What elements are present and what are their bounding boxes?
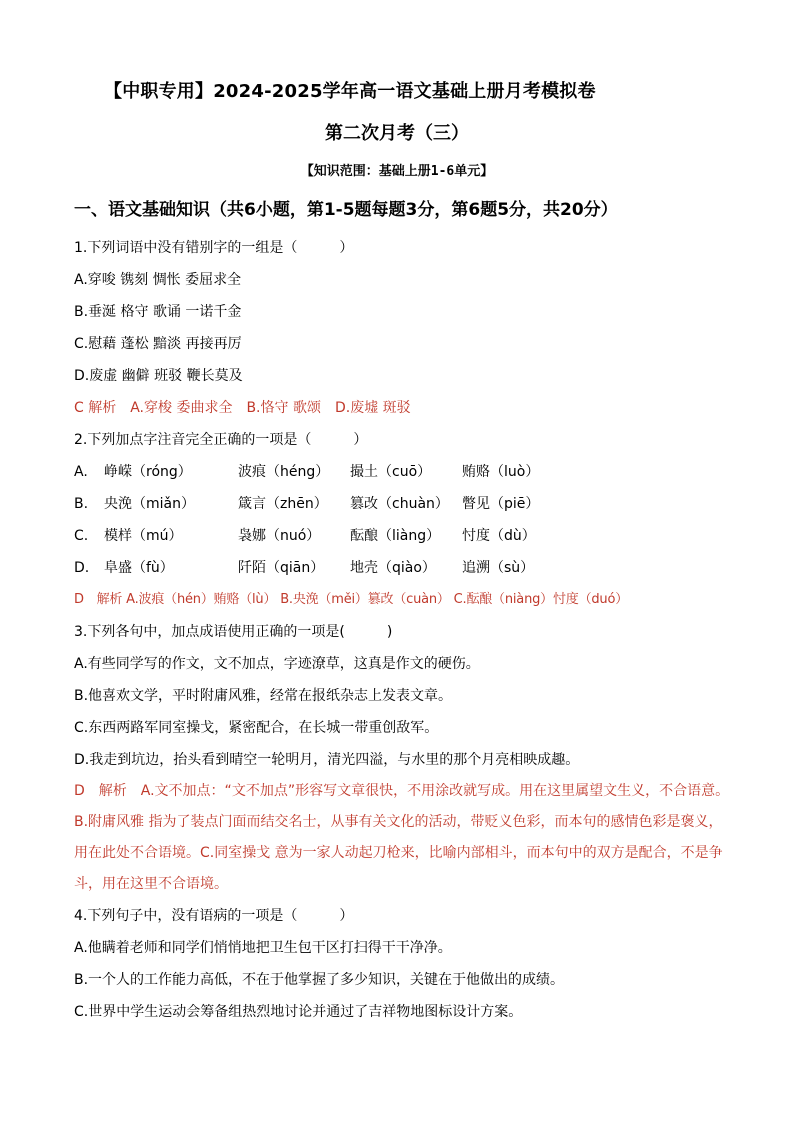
q2-stem: 2.下列加点字注音完全正确的一项是（ ） [74, 432, 368, 448]
option-item: 瞥见（piē） [462, 496, 540, 512]
q3-option-c: C.东西两路军同室操戈，紧密配合，在长城一带重创敌军。 [74, 720, 439, 736]
q1-option-c: C.慰藉 蓬松 黯淡 再接再厉 [74, 336, 242, 352]
q3-answer: D 解析 A.文不加点：“文不加点”形容写文章很快，不用涂改就写成。用在这里属望文生义，不合语意。B.附庸风雅 指为了装点门面而结交名士，从事有关文化的活动，带贬义色彩，而本句的感情色彩是褒义，用在此处不合语境。C.同室操戈 意为一家人动起刀枪来，比喻内部相斗，而本句中的双方是配合，不是争斗，用在这里不合语境。 [74, 783, 730, 892]
q3-option-b: B.他喜欢文学，平时附庸风雅，经常在报纸杂志上发表文章。 [74, 688, 453, 704]
q2-option-d [74, 552, 734, 584]
option-label: C. [74, 528, 89, 544]
option-item: 撮土（cuō） [350, 464, 432, 480]
questions-body [74, 232, 734, 1028]
q2-option-b [74, 488, 734, 520]
option-item: 贿赂（luò） [462, 464, 540, 480]
option-item: 地壳（qiào） [350, 560, 436, 576]
option-item: 阡陌（qiān） [238, 560, 325, 576]
q1-stem: 1.下列词语中没有错别字的一组是（ ） [74, 240, 354, 256]
q3-option-d: D.我走到坑边，抬头看到晴空一轮明月，清光四溢，与水里的那个月亮相映成趣。 [74, 752, 580, 768]
knowledge-scope: 【知识范围：基础上册1-6单元】 [300, 164, 494, 179]
option-item: 酝酿（liàng） [350, 528, 441, 544]
q2-option-c [74, 520, 734, 552]
q1-answer: C 解析 A.穿梭 委曲求全 B.恪守 歌颂 D.废墟 斑驳 [74, 400, 411, 416]
option-label: D. [74, 560, 90, 576]
option-item: 央浼（miǎn） [104, 496, 195, 512]
option-item: 忖度（dù） [462, 528, 536, 544]
q1-option-a: A.穿唆 镌刻 惆怅 委屈求全 [74, 272, 242, 288]
option-item: 模样（mú） [104, 528, 183, 544]
q2-answer: D 解析 A.波痕（hén）贿赂（lù） B.央浼（měi）篡改（cuàn） C.酝酿（niàng）忖度（duó） [74, 592, 629, 607]
q2-option-a [74, 456, 734, 488]
q1-option-b: B.垂涎 格守 歌诵 一诺千金 [74, 304, 242, 320]
section-heading: 一、语文基础知识（共6小题，第1-5题每题3分，第6题5分，共20分） [74, 200, 618, 220]
q3-stem: 3.下列各句中，加点成语使用正确的一项是( ) [74, 624, 393, 640]
option-item: 追溯（sù） [462, 560, 535, 576]
q1-option-d: D.废虚 幽僻 班驳 鞭长莫及 [74, 368, 243, 384]
q4-option-a: A.他瞒着老师和同学们悄悄地把卫生包干区打扫得干干净净。 [74, 940, 452, 956]
option-item: 箴言（zhēn） [238, 496, 328, 512]
option-item: 阜盛（fù） [104, 560, 174, 576]
q4-option-b: B.一个人的工作能力高低，不在于他掌握了多少知识，关键在于他做出的成绩。 [74, 972, 565, 988]
page-title: 【中职专用】2024-2025学年高一语文基础上册月考模拟卷 [104, 81, 596, 102]
page-subtitle: 第二次月考（三） [325, 123, 469, 144]
option-label: B. [74, 496, 89, 512]
q3-option-a: A.有些同学写的作文，文不加点，字迹潦草，这真是作文的硬伤。 [74, 656, 480, 672]
option-item: 袅娜（nuó） [238, 528, 321, 544]
q4-option-c: C.世界中学生运动会筹备组热烈地讨论并通过了吉祥物地图标设计方案。 [74, 1004, 523, 1020]
option-item: 峥嵘（róng） [104, 464, 192, 480]
option-item: 篡改（chuàn） [350, 496, 449, 512]
option-item: 波痕（héng） [238, 464, 330, 480]
q4-stem: 4.下列句子中，没有语病的一项是（ ） [74, 908, 354, 924]
option-label: A. [74, 464, 88, 480]
